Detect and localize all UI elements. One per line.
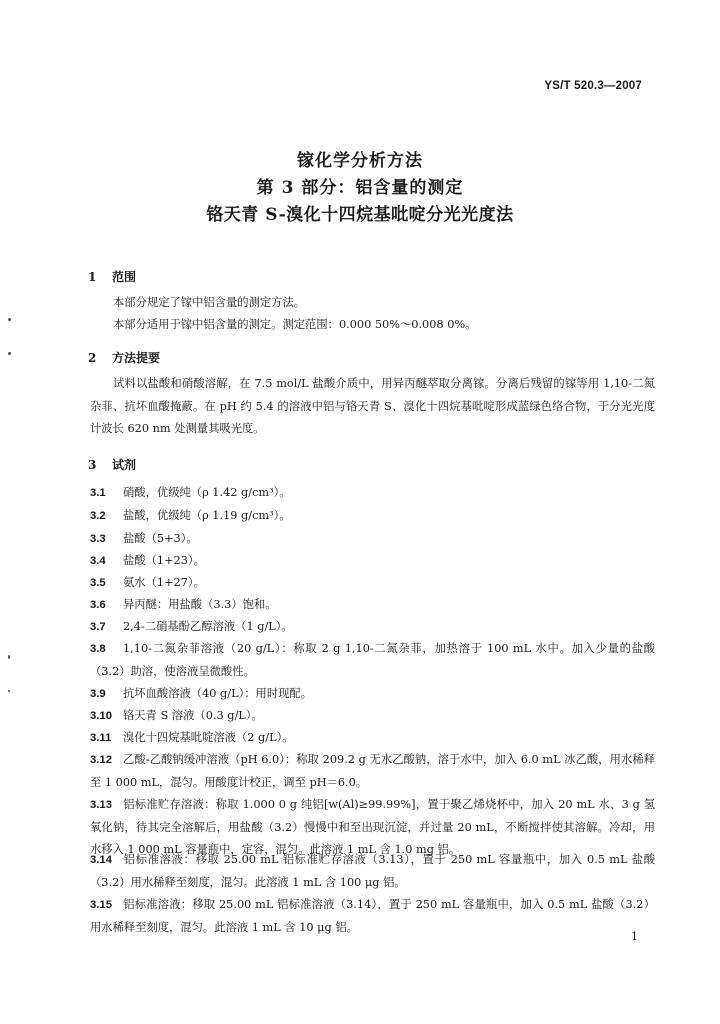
item-text: 铬天青 S 溶液（0.3 g/L）。: [123, 709, 263, 722]
list-item: [90, 638, 655, 683]
item-number: 3.3: [90, 533, 106, 545]
paragraph: 试料以盐酸和硝酸溶解，在 7.5 mol/L 盐酸介质中，用异丙醚萃取分离镓。分离后残留的镓等用 1,10-二氮杂菲、抗坏血酸掩蔽。在 pH 约 5.4 的溶液中铝与铬天青 S、溴化十四烷基吡啶形成蓝绿色络合物，于分光光度计波长 620 nm 处测量其吸光度。: [90, 377, 655, 435]
list-item: [90, 482, 655, 505]
section-title: 试剂: [112, 458, 137, 472]
list-item: [90, 749, 655, 794]
item-text: 盐酸（5+3）。: [123, 532, 198, 545]
item-number: 3.1: [90, 487, 106, 499]
item-text: 溴化十四烷基吡啶溶液（2 g/L）。: [123, 731, 294, 744]
item-number: 3.12: [90, 754, 112, 766]
item-text: 乙酸-乙酸钠缓冲溶液（pH 6.0）：称取 209.2 g 无水乙酸钠，溶于水中，加入 6.0 mL 冰乙酸，用水稀释至 1 000 mL，混匀。用酸度计校正，调至 pH＝6.0。: [90, 753, 655, 789]
page-number: 1: [631, 930, 638, 943]
section-title: 方法提要: [112, 351, 161, 365]
item-number: 3.10: [90, 710, 112, 722]
item-number: 3.8: [90, 643, 106, 655]
item-text: 盐酸（1+23）。: [123, 554, 205, 567]
item-number: 3.9: [90, 688, 106, 700]
item-text: 硝酸，优级纯（ρ 1.42 g/cm³）。: [123, 486, 291, 499]
section-title: 范围: [112, 270, 137, 284]
scan-speck: [8, 352, 11, 355]
section-number: 2: [88, 351, 97, 365]
paragraph: 本部分适用于镓中铝含量的测定。测定范围：0.000 50%～0.008 0%。: [113, 318, 477, 331]
list-item: [90, 528, 655, 551]
item-text: 2,4-二硝基酚乙醇溶液（1 g/L）。: [123, 620, 293, 633]
section-number: 1: [88, 270, 97, 284]
list-item: [90, 683, 655, 706]
list-item: [90, 572, 655, 595]
section-1-heading: [88, 268, 136, 285]
title-line-2: 第 3 部分：铝含量的测定: [256, 178, 464, 198]
item-number: 3.13: [90, 799, 112, 811]
title-line-3: 铬天青 S-溴化十四烷基吡啶分光光度法: [206, 205, 514, 225]
item-number: 3.6: [90, 599, 106, 611]
scan-speck: [8, 690, 10, 692]
list-item: [90, 616, 655, 639]
standard-code: YS/T 520.3—2007: [544, 80, 642, 92]
item-number: 3.2: [90, 510, 106, 522]
item-text: 1,10-二氮杂菲溶液（20 g/L）：称取 2 g 1,10-二氮杂菲，加热溶于 100 mL 水中。加入少量的盐酸（3.2）助溶，使溶液呈微酸性。: [90, 642, 655, 678]
item-text: 异丙醚：用盐酸（3.3）饱和。: [123, 598, 277, 611]
item-number: 3.14: [90, 854, 112, 866]
list-item: [90, 849, 655, 894]
list-item: [90, 550, 655, 573]
paragraph: 本部分规定了镓中铝含量的测定方法。: [113, 296, 306, 309]
item-number: 3.4: [90, 555, 106, 567]
section-2-heading: [88, 349, 160, 366]
list-item: [90, 727, 655, 750]
list-item: [90, 894, 655, 939]
section-3-heading: [88, 456, 136, 473]
list-item: [90, 705, 655, 728]
item-text: 铝标准溶液：移取 25.00 mL 铝标准贮存溶液（3.13），置于 250 mL 容量瓶中，加入 0.5 mL 盐酸（3.2）用水稀释至刻度，混匀。此溶液 1 mL 含 100 μg 铝。: [90, 853, 655, 889]
item-text: 铝标准贮存溶液：称取 1.000 0 g 纯铝[w(Al)≥99.99%]，置于聚乙烯烧杯中，加入 20 mL 水、3 g 氢氧化钠，待其完全溶解后，用盐酸（3.2）慢慢中和至出现沉淀，并过量 20 mL，不断搅拌使其溶解。冷却，用水移入 1 000 mL 容量瓶中，定容，混匀。此溶液 1 mL 含 1.0 mg 铝。: [90, 798, 655, 856]
item-text: 铝标准溶液：移取 25.00 mL 铝标准溶液（3.14），置于 250 mL 容量瓶中，加入 0.5 mL 盐酸（3.2）用水稀释至刻度，混匀。此溶液 1 mL 含 10 μg 铝。: [90, 898, 655, 934]
title-line-1: 镓化学分析方法: [297, 151, 423, 171]
section-number: 3: [88, 458, 97, 472]
item-text: 盐酸，优级纯（ρ 1.19 g/cm³）。: [123, 509, 291, 522]
list-item: [90, 505, 655, 528]
item-number: 3.5: [90, 577, 106, 589]
item-text: 抗坏血酸溶液（40 g/L）：用时现配。: [123, 687, 313, 700]
item-text: 氨水（1+27）。: [123, 576, 205, 589]
item-number: 3.11: [90, 732, 112, 744]
list-item: [90, 594, 655, 617]
item-number: 3.15: [90, 899, 112, 911]
item-number: 3.7: [90, 621, 106, 633]
scan-speck: [8, 655, 10, 659]
scan-speck: [8, 318, 11, 321]
